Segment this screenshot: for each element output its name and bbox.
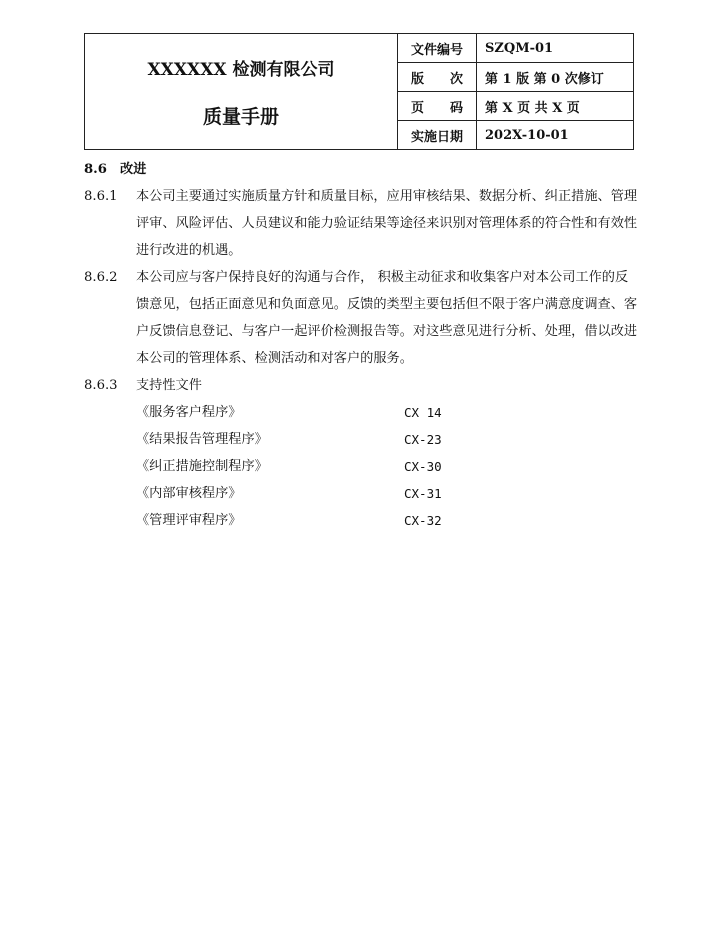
company-name: XXXXXX 检测有限公司 bbox=[147, 59, 335, 80]
paragraph-8-6-3 bbox=[84, 372, 640, 399]
paragraph-text: 本公司应与客户保持良好的沟通与合作， 积极主动征求和收集客户对本公司工作的反馈意见，包括正面意见和负面意见。反馈的类型主要包括但不限于客户满意度调查、客户反馈信息登记、与客户一起评价检测报告等。对这些意见进行分析、处理，借以改进本公司的管理体系、检测活动和对客户的服务。 bbox=[136, 270, 638, 366]
reference-name: 《纠正措施控制程序》 bbox=[136, 459, 268, 474]
supporting-documents-list bbox=[136, 399, 640, 534]
paragraph-number: 8.6.1 bbox=[84, 189, 118, 204]
edition-label: 版 次 bbox=[398, 63, 477, 92]
doc-number-value: SZQM-01 bbox=[477, 34, 634, 63]
list-item bbox=[136, 507, 640, 534]
list-item bbox=[136, 453, 640, 480]
reference-name: 《内部审核程序》 bbox=[136, 486, 242, 501]
effective-date-label: 实施日期 bbox=[398, 121, 477, 150]
document-body bbox=[84, 156, 640, 534]
effective-date-value: 202X-10-01 bbox=[477, 121, 634, 150]
list-item bbox=[136, 399, 640, 426]
list-item bbox=[136, 426, 640, 453]
page-value: 第 X 页 共 X 页 bbox=[477, 92, 634, 121]
company-title-cell bbox=[85, 34, 398, 150]
doc-number-label: 文件编号 bbox=[398, 34, 477, 63]
paragraph-8-6-1 bbox=[84, 183, 640, 264]
reference-name: 《结果报告管理程序》 bbox=[136, 432, 268, 447]
section-number: 8.6 bbox=[84, 162, 107, 177]
paragraph-number: 8.6.3 bbox=[84, 378, 118, 393]
manual-title: 质量手册 bbox=[202, 105, 279, 128]
page-label: 页 码 bbox=[398, 92, 477, 121]
paragraph-8-6-2 bbox=[84, 264, 640, 372]
reference-code: CX-30 bbox=[404, 459, 442, 474]
reference-code: CX 14 bbox=[404, 405, 442, 420]
reference-name: 《管理评审程序》 bbox=[136, 513, 242, 528]
paragraph-text: 支持性文件 bbox=[136, 378, 202, 393]
reference-code: CX-31 bbox=[404, 486, 442, 501]
document-header-table bbox=[84, 33, 634, 150]
reference-code: CX-32 bbox=[404, 513, 442, 528]
section-title: 改进 bbox=[120, 162, 147, 177]
reference-code: CX-23 bbox=[404, 432, 442, 447]
paragraph-text: 本公司主要通过实施质量方针和质量目标，应用审核结果、数据分析、纠正措施、管理评审、风险评估、人员建议和能力验证结果等途径来识别对管理体系的符合性和有效性进行改进的机遇。 bbox=[136, 189, 638, 258]
edition-value: 第 1 版 第 0 次修订 bbox=[477, 63, 634, 92]
list-item bbox=[136, 480, 640, 507]
section-heading bbox=[84, 156, 640, 183]
reference-name: 《服务客户程序》 bbox=[136, 405, 242, 420]
paragraph-number: 8.6.2 bbox=[84, 270, 118, 285]
